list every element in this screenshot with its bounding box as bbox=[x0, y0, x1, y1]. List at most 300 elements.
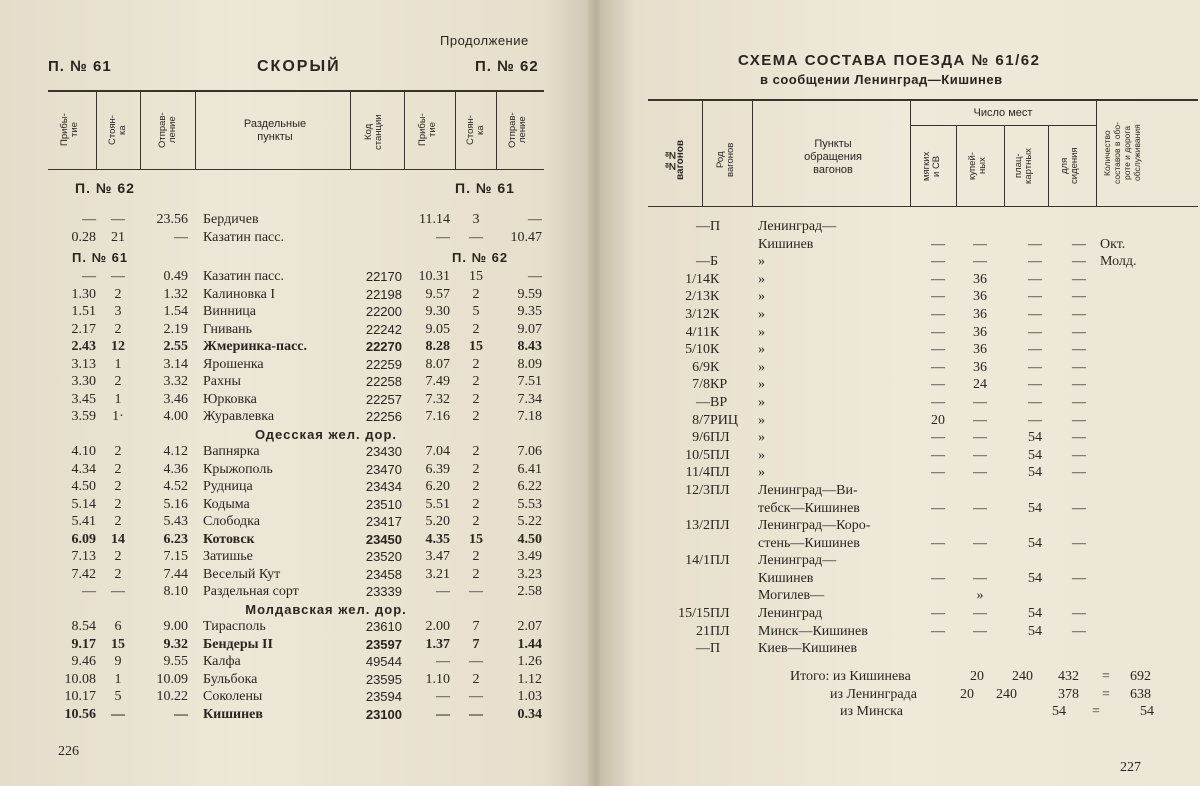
col-divider bbox=[1004, 125, 1005, 206]
cell-stop-back: 7 bbox=[472, 619, 480, 634]
cell-arrival: 0.28 bbox=[71, 229, 96, 245]
cell-departure: 7.44 bbox=[163, 566, 188, 582]
cell-station: Журавлевка bbox=[203, 409, 275, 424]
cell-platskart-seats: — bbox=[1028, 254, 1042, 270]
cell-car-type: РИЦ bbox=[710, 412, 739, 428]
timetable-row bbox=[0, 653, 592, 671]
cell-kupe-seats: — bbox=[973, 254, 987, 270]
cell-stop: 2 bbox=[114, 496, 122, 512]
cell-kupe-seats: 24 bbox=[973, 377, 987, 393]
timetable-row bbox=[0, 408, 592, 426]
cell-departure: 10.09 bbox=[156, 671, 188, 687]
cell-car-number: 6/9 bbox=[692, 359, 710, 375]
cell-station-code: 22257 bbox=[365, 391, 402, 407]
continuation-label: Продолжение bbox=[440, 33, 529, 48]
cell-arrival: 2.43 bbox=[71, 339, 96, 354]
composition-row bbox=[600, 341, 1200, 359]
cell-car-type: ПЛ bbox=[710, 518, 730, 534]
timetable-row bbox=[0, 636, 592, 654]
cell-departure-back: 6.22 bbox=[517, 479, 542, 494]
subheader-train-left: П. № 61 bbox=[72, 250, 129, 265]
cell-kupe-seats: 36 bbox=[973, 271, 987, 287]
cell-car-number: 15/15 bbox=[678, 606, 710, 622]
cell-kupe-seats: 36 bbox=[973, 359, 987, 375]
cell-arrival-back: — bbox=[436, 689, 450, 704]
cell-car-type: ПЛ bbox=[710, 447, 730, 463]
cell-stop: 15 bbox=[111, 636, 125, 652]
cell-arrival: 1.51 bbox=[71, 304, 96, 319]
total-row-leningrad bbox=[600, 686, 1200, 704]
cell-car-type: П bbox=[710, 641, 721, 657]
cell-soft-seats: — bbox=[931, 254, 945, 270]
cell-station: Гнивань bbox=[203, 321, 253, 337]
cell-arrival-back: 6.20 bbox=[425, 479, 450, 494]
cell-departure-back: 5.22 bbox=[517, 514, 542, 529]
cell-stop-back: — bbox=[469, 229, 483, 245]
cell-route: » bbox=[758, 271, 765, 287]
cell-station-code: 22256 bbox=[365, 409, 402, 424]
total-sum: 638 bbox=[1130, 686, 1151, 702]
train-category-title: СКОРЫЙ bbox=[257, 58, 341, 75]
timetable-body bbox=[0, 211, 592, 723]
cell-car-type: ПЛ bbox=[710, 606, 730, 622]
cell-station-code: 23339 bbox=[365, 584, 402, 599]
timetable-row bbox=[0, 303, 592, 321]
cell-car-number: 1/14 bbox=[685, 271, 710, 287]
cell-departure-back: 6.41 bbox=[517, 461, 542, 477]
composition-row bbox=[600, 412, 1200, 430]
total-plats: 432 bbox=[1058, 669, 1079, 684]
seats-group-rule bbox=[910, 125, 1096, 126]
cell-sitting-seats: — bbox=[1072, 430, 1086, 446]
cell-departure-back: 7.34 bbox=[517, 391, 542, 407]
cell-car-type: К bbox=[710, 359, 720, 375]
cell-kupe-seats: — bbox=[973, 465, 987, 481]
cell-arrival-back: 9.05 bbox=[425, 321, 450, 337]
cell-sitting-seats: — bbox=[1072, 377, 1086, 393]
cell-arrival-back: 8.28 bbox=[425, 339, 450, 354]
cell-stop: — bbox=[111, 584, 125, 599]
cell-car-type: ПЛ bbox=[710, 553, 730, 569]
cell-soft-seats: — bbox=[931, 606, 945, 622]
cell-departure: 9.32 bbox=[163, 636, 188, 652]
cell-platskart-seats: — bbox=[1028, 236, 1042, 252]
cell-car-type: ПЛ bbox=[710, 465, 730, 481]
cell-station: Казатин пасс. bbox=[203, 269, 284, 284]
cell-departure: 8.10 bbox=[163, 584, 188, 599]
cell-car-type: ПЛ bbox=[710, 482, 730, 498]
cell-departure-back: 9.35 bbox=[517, 304, 542, 319]
cell-soft-seats: — bbox=[931, 236, 945, 252]
cell-platskart-seats: 54 bbox=[1028, 606, 1042, 622]
cell-arrival: 2.17 bbox=[71, 321, 96, 337]
cell-departure-back: 5.53 bbox=[517, 496, 542, 512]
cell-station: Ярошенка bbox=[203, 356, 264, 372]
cell-stop: 1 bbox=[114, 356, 122, 372]
timetable-row bbox=[0, 461, 592, 479]
cell-route: » bbox=[758, 306, 765, 322]
cell-stop-back: 3 bbox=[472, 212, 480, 227]
cell-stop-back: 2 bbox=[472, 671, 480, 687]
cell-platskart-seats: 54 bbox=[1028, 500, 1042, 516]
cell-car-type: К bbox=[710, 271, 720, 287]
cell-sitting-seats: — bbox=[1072, 412, 1086, 428]
cell-route: Ленинград— bbox=[758, 553, 837, 569]
cell-arrival-back: 6.39 bbox=[425, 461, 450, 477]
cell-car-number: — bbox=[696, 641, 710, 657]
cell-station: Жмеринка-пасс. bbox=[203, 339, 308, 354]
left-page bbox=[0, 0, 592, 786]
cell-arrival: 3.13 bbox=[71, 356, 96, 372]
cell-station: Крыжополь bbox=[203, 461, 273, 477]
cell-sitting-seats: — bbox=[1072, 606, 1086, 622]
timetable-row bbox=[0, 373, 592, 391]
cell-arrival: 3.30 bbox=[71, 374, 96, 389]
cell-soft-seats: — bbox=[931, 271, 945, 287]
cell-station: Кодыма bbox=[203, 496, 250, 512]
timetable-row bbox=[0, 706, 592, 724]
cell-arrival-back: 7.32 bbox=[425, 391, 450, 407]
composition-row bbox=[600, 236, 1200, 254]
composition-row bbox=[600, 570, 1200, 588]
col-divider bbox=[195, 90, 196, 169]
table-header-rule bbox=[648, 206, 1198, 207]
cell-car-number: 11/4 bbox=[685, 465, 710, 481]
cell-sitting-seats: — bbox=[1072, 254, 1086, 270]
cell-car-type: К bbox=[710, 342, 720, 358]
section-moldova-railway bbox=[0, 601, 592, 619]
total-label: из Ленинграда bbox=[830, 686, 917, 702]
cell-departure-back: 1.03 bbox=[517, 689, 542, 704]
cell-platskart-seats: 54 bbox=[1028, 430, 1042, 446]
cell-platskart-seats: — bbox=[1028, 271, 1042, 287]
col-divider bbox=[1048, 125, 1049, 206]
cell-station: Калфа bbox=[203, 654, 241, 669]
cell-arrival: — bbox=[82, 584, 96, 599]
cell-car-type: К bbox=[710, 324, 720, 340]
cell-arrival-back: 5.51 bbox=[425, 496, 450, 512]
composition-row bbox=[600, 535, 1200, 553]
cell-station: Кишинев bbox=[203, 706, 263, 722]
cell-stop: 2 bbox=[114, 479, 122, 494]
cell-sitting-seats: — bbox=[1072, 500, 1086, 516]
cell-station: Бульбока bbox=[203, 671, 258, 687]
timetable-row bbox=[0, 566, 592, 584]
cell-car-number: 21 bbox=[696, 623, 710, 639]
composition-totals bbox=[600, 668, 1200, 728]
cell-stop-back: 2 bbox=[472, 356, 480, 372]
cell-route: Могилев— bbox=[758, 588, 825, 604]
col-divider bbox=[702, 99, 703, 206]
cell-arrival-back: — bbox=[436, 229, 450, 245]
cell-departure-back: 3.49 bbox=[517, 549, 542, 564]
right-page bbox=[600, 0, 1200, 786]
cell-kupe-seats: 36 bbox=[973, 324, 987, 340]
cell-departure: 7.15 bbox=[163, 549, 188, 564]
cell-kupe-seats: — bbox=[973, 500, 987, 516]
cell-station: Раздельная сорт bbox=[203, 584, 299, 599]
cell-route: » bbox=[758, 289, 765, 305]
cell-car-number: 9/6 bbox=[692, 430, 710, 446]
cell-departure: 0.49 bbox=[163, 269, 188, 284]
timetable-row bbox=[0, 548, 592, 566]
cell-stop-back: 2 bbox=[472, 391, 480, 407]
cell-soft-seats: — bbox=[931, 377, 945, 393]
cell-arrival-back: 5.20 bbox=[425, 514, 450, 529]
cell-departure: 4.52 bbox=[163, 479, 188, 494]
composition-row bbox=[600, 376, 1200, 394]
cell-stop-back: 15 bbox=[469, 531, 483, 547]
col-header-points: Пункты обращения вагонов bbox=[804, 138, 862, 176]
cell-departure: 3.32 bbox=[163, 374, 188, 389]
cell-car-type: ПЛ bbox=[710, 430, 730, 446]
cell-car-number: 2/13 bbox=[685, 289, 710, 305]
cell-station-code: 22198 bbox=[365, 286, 402, 302]
cell-station: Слободка bbox=[203, 514, 260, 529]
cell-station-code: 23417 bbox=[365, 514, 402, 529]
cell-car-number: 5/10 bbox=[685, 342, 710, 358]
table-top-rule bbox=[48, 90, 544, 92]
cell-departure-back: 1.44 bbox=[517, 636, 542, 652]
cell-route: » bbox=[758, 465, 765, 481]
timetable-row bbox=[0, 671, 592, 689]
cell-stop: 2 bbox=[114, 286, 122, 302]
cell-station: Калиновка I bbox=[203, 286, 276, 302]
composition-row bbox=[600, 482, 1200, 500]
cell-soft-seats: — bbox=[931, 500, 945, 516]
cell-car-type: П bbox=[710, 219, 721, 234]
cell-route: Кишинев bbox=[758, 570, 814, 586]
composition-row bbox=[600, 271, 1200, 289]
cell-soft-seats: — bbox=[931, 535, 945, 551]
cell-sets-road: Молд. bbox=[1100, 254, 1137, 270]
cell-station-code: 23520 bbox=[365, 549, 402, 564]
timetable-row bbox=[0, 211, 592, 229]
cell-arrival-back: 4.35 bbox=[425, 531, 450, 547]
cell-arrival-back: — bbox=[436, 654, 450, 669]
cell-sitting-seats: — bbox=[1072, 535, 1086, 551]
cell-station: Затишье bbox=[203, 549, 253, 564]
cell-stop-back: 2 bbox=[472, 461, 480, 477]
cell-stop: 2 bbox=[114, 461, 122, 477]
cell-departure: — bbox=[174, 229, 188, 245]
cell-departure-back: 10.47 bbox=[510, 229, 542, 245]
cell-sitting-seats: — bbox=[1072, 359, 1086, 375]
cell-stop: 9 bbox=[114, 654, 122, 669]
cell-route: » bbox=[758, 394, 765, 410]
cell-arrival: 4.34 bbox=[71, 461, 96, 477]
col-header-soft: мягких и СВ bbox=[921, 151, 942, 181]
cell-departure-back: 3.23 bbox=[517, 566, 542, 582]
cell-arrival: 5.14 bbox=[71, 496, 96, 512]
cell-departure-back: 1.12 bbox=[517, 671, 542, 687]
cell-departure: 3.14 bbox=[163, 356, 188, 372]
cell-station-code: 23434 bbox=[365, 479, 402, 494]
col-divider bbox=[956, 125, 957, 206]
col-divider bbox=[496, 90, 497, 169]
composition-row bbox=[600, 623, 1200, 641]
cell-soft-seats: — bbox=[931, 394, 945, 410]
timetable-row bbox=[0, 618, 592, 636]
cell-arrival-back: 9.57 bbox=[425, 286, 450, 302]
cell-arrival-back: 9.30 bbox=[425, 304, 450, 319]
cell-stop-back: 2 bbox=[472, 496, 480, 512]
cell-stop-back: — bbox=[469, 584, 483, 599]
cell-sitting-seats: — bbox=[1072, 236, 1086, 252]
cell-station-code: 22200 bbox=[365, 304, 402, 319]
total-kupe: 240 bbox=[1012, 669, 1033, 684]
total-row-kishinev bbox=[600, 668, 1200, 686]
timetable-row bbox=[0, 338, 592, 356]
cell-arrival: 10.56 bbox=[64, 706, 96, 722]
cell-car-number: 4/11 bbox=[685, 324, 710, 340]
col-divider bbox=[96, 90, 97, 169]
cell-stop-back: — bbox=[469, 689, 483, 704]
timetable-row bbox=[0, 391, 592, 409]
cell-station-code: 22170 bbox=[365, 269, 402, 284]
cell-route: » bbox=[758, 324, 765, 340]
table-top-rule bbox=[648, 99, 1198, 101]
cell-stop-back: 2 bbox=[472, 549, 480, 564]
cell-kupe-seats: — bbox=[973, 606, 987, 622]
cell-route: » bbox=[758, 447, 765, 463]
timetable-row bbox=[0, 229, 592, 247]
cell-arrival: — bbox=[82, 269, 96, 284]
cell-soft-seats: — bbox=[931, 447, 945, 463]
cell-soft-seats: — bbox=[931, 306, 945, 322]
cell-departure: 6.23 bbox=[163, 531, 188, 547]
cell-station-code: 22258 bbox=[365, 374, 402, 389]
cell-stop-back: 2 bbox=[472, 566, 480, 582]
cell-platskart-seats: 54 bbox=[1028, 447, 1042, 463]
cell-stop: 1 bbox=[114, 391, 122, 407]
cell-departure: 4.12 bbox=[163, 444, 188, 459]
cell-departure: 23.56 bbox=[156, 212, 188, 227]
cell-station-code: 23430 bbox=[365, 444, 402, 459]
cell-soft-seats: — bbox=[931, 570, 945, 586]
composition-row bbox=[600, 552, 1200, 570]
cell-stop: 2 bbox=[114, 549, 122, 564]
col-divider bbox=[140, 90, 141, 169]
cell-stop: 1 bbox=[114, 671, 122, 687]
cell-route: Ленинград—Ви- bbox=[758, 482, 858, 498]
cell-stop-back: 2 bbox=[472, 374, 480, 389]
cell-sitting-seats: — bbox=[1072, 271, 1086, 287]
cell-kupe-seats: — bbox=[973, 447, 987, 463]
cell-kupe-seats: — bbox=[973, 412, 987, 428]
cell-platskart-seats: 54 bbox=[1028, 623, 1042, 639]
cell-stop-back: 15 bbox=[469, 269, 483, 284]
cell-station-code: 22242 bbox=[365, 321, 402, 337]
cell-station-code: 49544 bbox=[365, 654, 402, 669]
cell-station: Котовск bbox=[203, 531, 255, 547]
cell-soft-seats: — bbox=[931, 324, 945, 340]
cell-departure: 1.32 bbox=[163, 286, 188, 302]
cell-route: » bbox=[758, 412, 765, 428]
cell-stop-back: 2 bbox=[472, 409, 480, 424]
train-subheader bbox=[0, 246, 592, 268]
cell-platskart-seats: 54 bbox=[1028, 535, 1042, 551]
cell-arrival-back: — bbox=[436, 584, 450, 599]
cell-platskart-seats: 54 bbox=[1028, 570, 1042, 586]
timetable-row bbox=[0, 531, 592, 549]
cell-stop: 1· bbox=[112, 409, 124, 424]
cell-stop-back: — bbox=[469, 706, 483, 722]
cell-arrival: 7.42 bbox=[71, 566, 96, 582]
cell-departure-back: 8.43 bbox=[517, 339, 542, 354]
cell-arrival-back: 7.04 bbox=[425, 444, 450, 459]
cell-soft-seats: — bbox=[931, 289, 945, 305]
composition-row bbox=[600, 587, 1200, 605]
cell-departure-back: 1.26 bbox=[517, 654, 542, 669]
cell-arrival: 9.17 bbox=[71, 636, 96, 652]
cell-sitting-seats: — bbox=[1072, 306, 1086, 322]
cell-route: Ленинград— bbox=[758, 219, 837, 234]
col-header-sets-count: Количество составов в обо- роте и дорога обслуживания bbox=[1102, 122, 1142, 184]
cell-sitting-seats: — bbox=[1072, 570, 1086, 586]
cell-stop-back: 2 bbox=[472, 444, 480, 459]
cell-arrival: 8.54 bbox=[71, 619, 96, 634]
page-number-left: 226 bbox=[58, 744, 79, 759]
composition-title: СХЕМА СОСТАВА ПОЕЗДА № 61/62 bbox=[738, 52, 1041, 69]
cell-stop: 5 bbox=[114, 689, 122, 704]
cell-car-type: ПЛ bbox=[710, 623, 730, 639]
timetable-row bbox=[0, 513, 592, 531]
cell-soft-seats: — bbox=[931, 465, 945, 481]
section-title: Молдавская жел. дор. bbox=[245, 601, 407, 617]
cell-station: Соколены bbox=[203, 689, 263, 704]
cell-soft-seats: — bbox=[931, 623, 945, 639]
cell-kupe-seats: 36 bbox=[973, 306, 987, 322]
cell-route: » bbox=[758, 254, 765, 270]
subheader-train-right: П. № 62 bbox=[452, 250, 509, 265]
cell-stop-back: — bbox=[469, 654, 483, 669]
col-header-departure-2: Отправ- ление bbox=[507, 112, 528, 148]
cell-soft-seats: 20 bbox=[931, 412, 945, 428]
cell-departure-back: 0.34 bbox=[517, 706, 542, 722]
col-header-kupe: купей- ных bbox=[967, 152, 988, 180]
composition-row bbox=[600, 394, 1200, 412]
cell-sitting-seats: — bbox=[1072, 342, 1086, 358]
cell-arrival-back: — bbox=[436, 706, 450, 722]
cell-platskart-seats: — bbox=[1028, 306, 1042, 322]
cell-stop: 12 bbox=[111, 339, 125, 354]
composition-row bbox=[600, 464, 1200, 482]
cell-stop-back: 2 bbox=[472, 286, 480, 302]
cell-soft-seats: — bbox=[931, 430, 945, 446]
timetable-row bbox=[0, 321, 592, 339]
timetable-row bbox=[0, 478, 592, 496]
cell-sitting-seats: — bbox=[1072, 289, 1086, 305]
col-divider bbox=[350, 90, 351, 169]
cell-stop: — bbox=[111, 212, 125, 227]
cell-kupe-seats: 36 bbox=[973, 289, 987, 305]
cell-arrival: 4.50 bbox=[71, 479, 96, 494]
cell-route: Минск—Кишинев bbox=[758, 623, 868, 639]
cell-station: Рахны bbox=[203, 374, 241, 389]
cell-soft-seats: — bbox=[931, 359, 945, 375]
col-header-platskart: плац- картных bbox=[1013, 148, 1034, 184]
cell-route: Кишинев bbox=[758, 236, 814, 252]
cell-station-code: 23450 bbox=[365, 531, 402, 547]
cell-arrival-back: 3.21 bbox=[425, 566, 450, 582]
cell-station: Вапнярка bbox=[203, 444, 260, 459]
cell-route: Киев—Кишинев bbox=[758, 641, 858, 657]
cell-arrival: — bbox=[82, 212, 96, 227]
cell-stop-back: 2 bbox=[472, 514, 480, 529]
cell-platskart-seats: — bbox=[1028, 289, 1042, 305]
col-header-car-type: Род вагонов bbox=[715, 142, 736, 178]
